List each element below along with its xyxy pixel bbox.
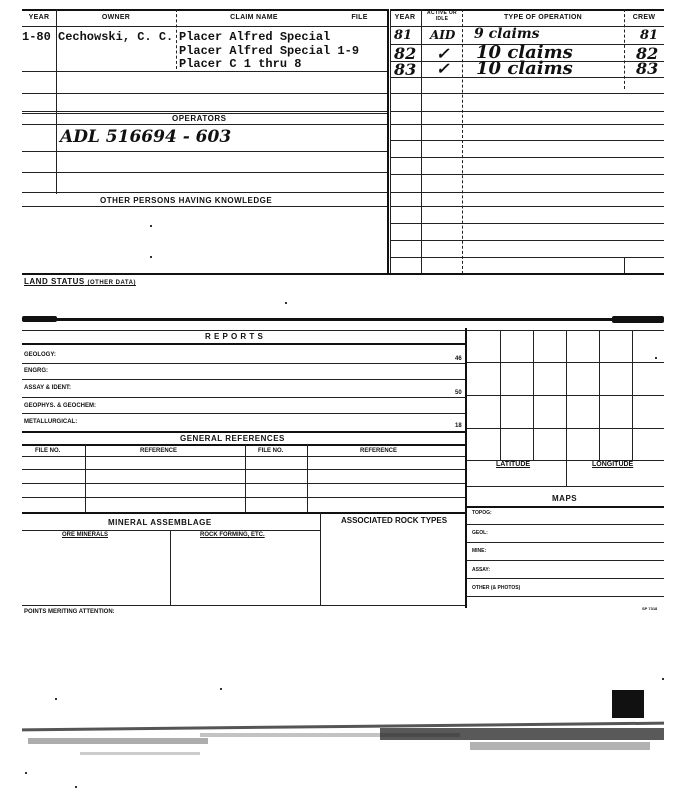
reports-title: R E P O R T S <box>205 332 264 341</box>
map-other: OTHER (& PHOTOS) <box>472 585 521 591</box>
gr-header-file1: FILE NO. <box>35 448 61 454</box>
rock-forming-header: ROCK FORMING, ETC. <box>200 532 265 538</box>
land-status-label: LAND STATUS (OTHER DATA) <box>24 277 136 286</box>
op-row2-type: 10 claims <box>476 42 573 63</box>
op-row3-year: 83 <box>394 60 417 79</box>
map-mine: MINE: <box>472 548 487 554</box>
gr-header-ref1: REFERENCE <box>140 448 178 454</box>
map-geol: GEOL: <box>472 530 488 536</box>
report-metallurgical: METALLURGICAL: <box>24 419 78 425</box>
header-type-of-operation: TYPE OF OPERATION <box>503 14 583 21</box>
op-row1-year: 81 <box>394 28 413 43</box>
report-assay: ASSAY & IDENT: <box>24 385 72 391</box>
other-persons-title: OTHER PERSONS HAVING KNOWLEDGE <box>100 196 273 205</box>
op-row1-type: 9 claims <box>474 26 540 42</box>
claim-name-2: Placer Alfred Special 1-9 <box>179 44 360 58</box>
map-topog: TOPOG: <box>472 510 492 516</box>
claim-name-1: Placer Alfred Special <box>179 30 331 44</box>
claim-name-3: Placer C 1 thru 8 <box>179 57 302 71</box>
op-row1-status: AID <box>430 28 456 42</box>
op-row3-type: 10 claims <box>476 58 573 79</box>
form-number: SP 7318 <box>642 606 658 611</box>
report-assay-num: 50 <box>455 390 462 396</box>
op-row2-crew: 82 <box>636 44 659 63</box>
longitude-label: LONGITUDE <box>592 461 634 468</box>
op-row3-crew: 83 <box>636 59 659 78</box>
header-owner: OWNER <box>101 14 131 21</box>
header-crew: CREW <box>632 14 656 21</box>
mineral-assemblage-title: MINERAL ASSEMBLAGE <box>108 518 212 527</box>
gr-header-file2: FILE NO. <box>258 448 284 454</box>
header-op-year: YEAR <box>394 14 416 21</box>
operators-title: OPERATORS <box>172 114 227 123</box>
map-assay: ASSAY: <box>472 567 491 573</box>
report-engrg: ENGRG: <box>24 368 48 374</box>
report-geophys: GEOPHYS. & GEOCHEM: <box>24 403 97 409</box>
op-row3-status: ✓ <box>436 59 450 78</box>
latitude-label: LATITUDE <box>496 461 531 468</box>
header-file: FILE <box>351 14 368 21</box>
header-claim-name: CLAIM NAME <box>230 14 278 21</box>
op-row1-crew: 81 <box>640 28 659 43</box>
associated-rock-types: ASSOCIATED ROCK TYPES <box>340 516 448 525</box>
ore-minerals-header: ORE MINERALS <box>62 532 109 538</box>
general-references-title: GENERAL REFERENCES <box>180 434 285 443</box>
header-active-idle: ACTIVE OR IDLE <box>427 10 457 22</box>
header-year: YEAR <box>28 14 50 21</box>
report-geology: GEOLOGY: <box>24 352 56 358</box>
section-divider <box>22 318 664 321</box>
report-metallurgical-num: 18 <box>455 423 462 429</box>
points-meriting-attention: POINTS MERITING ATTENTION: <box>24 609 115 615</box>
owner-entry: 1-80 Cechowski, C. C. <box>22 30 174 44</box>
operators-entry: ADL 516694 - 603 <box>60 127 232 147</box>
op-row2-status: ✓ <box>436 44 450 63</box>
report-geology-num: 46 <box>455 356 462 362</box>
op-row2-year: 82 <box>394 44 417 63</box>
maps-title: MAPS <box>552 494 578 503</box>
gr-header-ref2: REFERENCE <box>360 448 398 454</box>
